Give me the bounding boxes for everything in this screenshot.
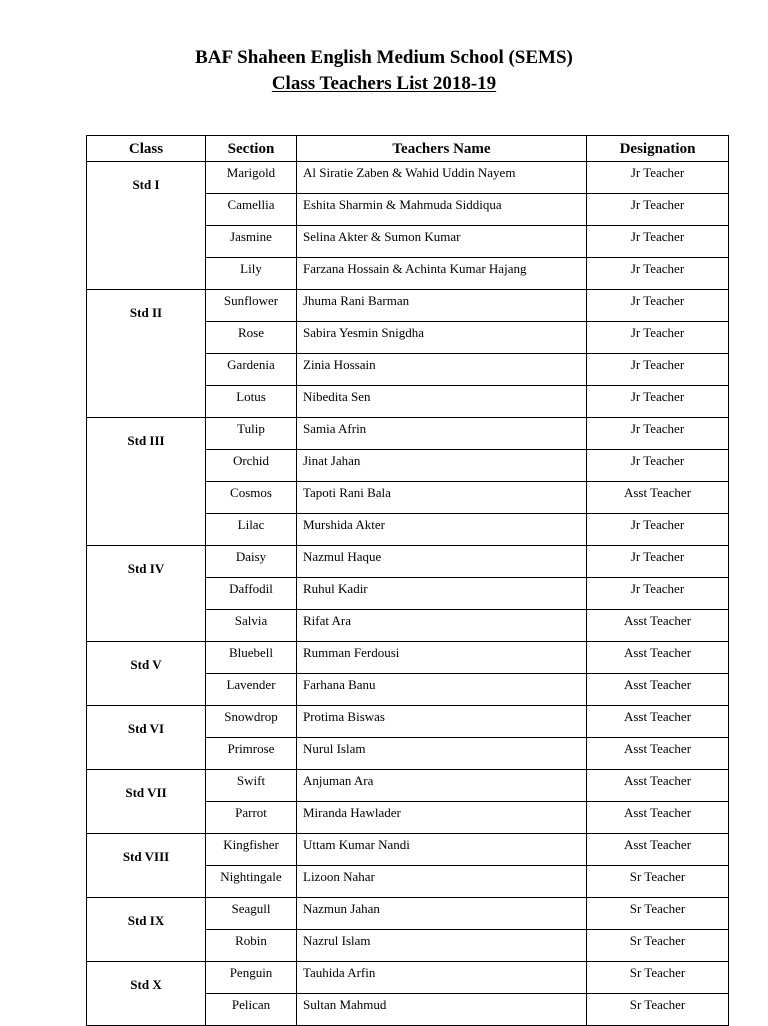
designation-cell: Asst Teacher [587,834,729,866]
section-cell: Daisy [206,546,297,578]
section-cell: Sunflower [206,290,297,322]
designation-cell: Jr Teacher [587,450,729,482]
designation-cell: Asst Teacher [587,770,729,802]
table-row [87,898,729,930]
section-cell: Swift [206,770,297,802]
designation-cell: Jr Teacher [587,322,729,354]
designation-cell: Sr Teacher [587,898,729,930]
class-cell: Std IV [87,546,206,642]
section-cell: Lavender [206,674,297,706]
section-cell: Orchid [206,450,297,482]
table-row [87,290,729,322]
section-cell: Daffodil [206,578,297,610]
section-cell: Cosmos [206,482,297,514]
teacher-name-cell: Nurul Islam [297,738,587,770]
designation-cell: Jr Teacher [587,226,729,258]
section-cell: Penguin [206,962,297,994]
teacher-name-cell: Ruhul Kadir [297,578,587,610]
designation-cell: Jr Teacher [587,162,729,194]
section-cell: Lily [206,258,297,290]
teacher-name-cell: Jinat Jahan [297,450,587,482]
teacher-name-cell: Nazrul Islam [297,930,587,962]
designation-cell: Asst Teacher [587,738,729,770]
designation-cell: Jr Teacher [587,578,729,610]
designation-cell: Asst Teacher [587,706,729,738]
teacher-name-cell: Protima Biswas [297,706,587,738]
class-cell: Std VIII [87,834,206,898]
designation-cell: Jr Teacher [587,354,729,386]
teacher-name-cell: Nibedita Sen [297,386,587,418]
class-teachers-table [86,135,729,1026]
teacher-name-cell: Sabira Yesmin Snigdha [297,322,587,354]
table-row [87,418,729,450]
section-cell: Marigold [206,162,297,194]
designation-cell: Jr Teacher [587,418,729,450]
teacher-name-cell: Eshita Sharmin & Mahmuda Siddiqua [297,194,587,226]
class-cell: Std X [87,962,206,1026]
table-row [87,706,729,738]
section-cell: Pelican [206,994,297,1026]
class-cell: Std II [87,290,206,418]
designation-cell: Jr Teacher [587,546,729,578]
class-cell: Std I [87,162,206,290]
teacher-name-cell: Farzana Hossain & Achinta Kumar Hajang [297,258,587,290]
teacher-name-cell: Anjuman Ara [297,770,587,802]
teacher-name-cell: Al Siratie Zaben & Wahid Uddin Nayem [297,162,587,194]
teacher-name-cell: Rifat Ara [297,610,587,642]
teacher-name-cell: Tapoti Rani Bala [297,482,587,514]
teacher-name-cell: Nazmun Jahan [297,898,587,930]
section-cell: Rose [206,322,297,354]
teacher-name-cell: Samia Afrin [297,418,587,450]
teacher-name-cell: Selina Akter & Sumon Kumar [297,226,587,258]
teacher-name-cell: Farhana Banu [297,674,587,706]
section-cell: Seagull [206,898,297,930]
designation-cell: Sr Teacher [587,962,729,994]
class-cell: Std VII [87,770,206,834]
section-cell: Gardenia [206,354,297,386]
section-cell: Nightingale [206,866,297,898]
section-cell: Primrose [206,738,297,770]
column-header-teachers-name: Teachers Name [297,136,587,162]
section-cell: Robin [206,930,297,962]
designation-cell: Asst Teacher [587,802,729,834]
class-cell: Std VI [87,706,206,770]
section-cell: Salvia [206,610,297,642]
teacher-name-cell: Sultan Mahmud [297,994,587,1026]
section-cell: Bluebell [206,642,297,674]
class-cell: Std IX [87,898,206,962]
designation-cell: Jr Teacher [587,514,729,546]
school-title: BAF Shaheen English Medium School (SEMS) [195,47,573,68]
section-cell: Snowdrop [206,706,297,738]
column-header-designation: Designation [587,136,729,162]
teacher-name-cell: Murshida Akter [297,514,587,546]
designation-cell: Sr Teacher [587,866,729,898]
section-cell: Jasmine [206,226,297,258]
class-cell: Std III [87,418,206,546]
section-cell: Lotus [206,386,297,418]
table-row [87,962,729,994]
teacher-name-cell: Jhuma Rani Barman [297,290,587,322]
table-body [87,162,729,1026]
section-cell: Lilac [206,514,297,546]
class-cell: Std V [87,642,206,706]
table-header-row [87,136,729,162]
designation-cell: Jr Teacher [587,386,729,418]
designation-cell: Jr Teacher [587,258,729,290]
designation-cell: Sr Teacher [587,930,729,962]
teacher-name-cell: Zinia Hossain [297,354,587,386]
designation-cell: Jr Teacher [587,290,729,322]
teacher-name-cell: Tauhida Arfin [297,962,587,994]
teacher-name-cell: Miranda Hawlader [297,802,587,834]
designation-cell: Asst Teacher [587,674,729,706]
column-header-section: Section [206,136,297,162]
section-cell: Kingfisher [206,834,297,866]
designation-cell: Jr Teacher [587,194,729,226]
section-cell: Parrot [206,802,297,834]
teacher-name-cell: Nazmul Haque [297,546,587,578]
table-row [87,546,729,578]
teacher-name-cell: Rumman Ferdousi [297,642,587,674]
designation-cell: Sr Teacher [587,994,729,1026]
designation-cell: Asst Teacher [587,482,729,514]
teacher-name-cell: Uttam Kumar Nandi [297,834,587,866]
table-row [87,834,729,866]
section-cell: Tulip [206,418,297,450]
section-cell: Camellia [206,194,297,226]
teacher-name-cell: Lizoon Nahar [297,866,587,898]
table-row [87,162,729,194]
column-header-class: Class [87,136,206,162]
designation-cell: Asst Teacher [587,610,729,642]
table-row [87,642,729,674]
designation-cell: Asst Teacher [587,642,729,674]
table-row [87,770,729,802]
list-title: Class Teachers List 2018-19 [271,73,497,94]
